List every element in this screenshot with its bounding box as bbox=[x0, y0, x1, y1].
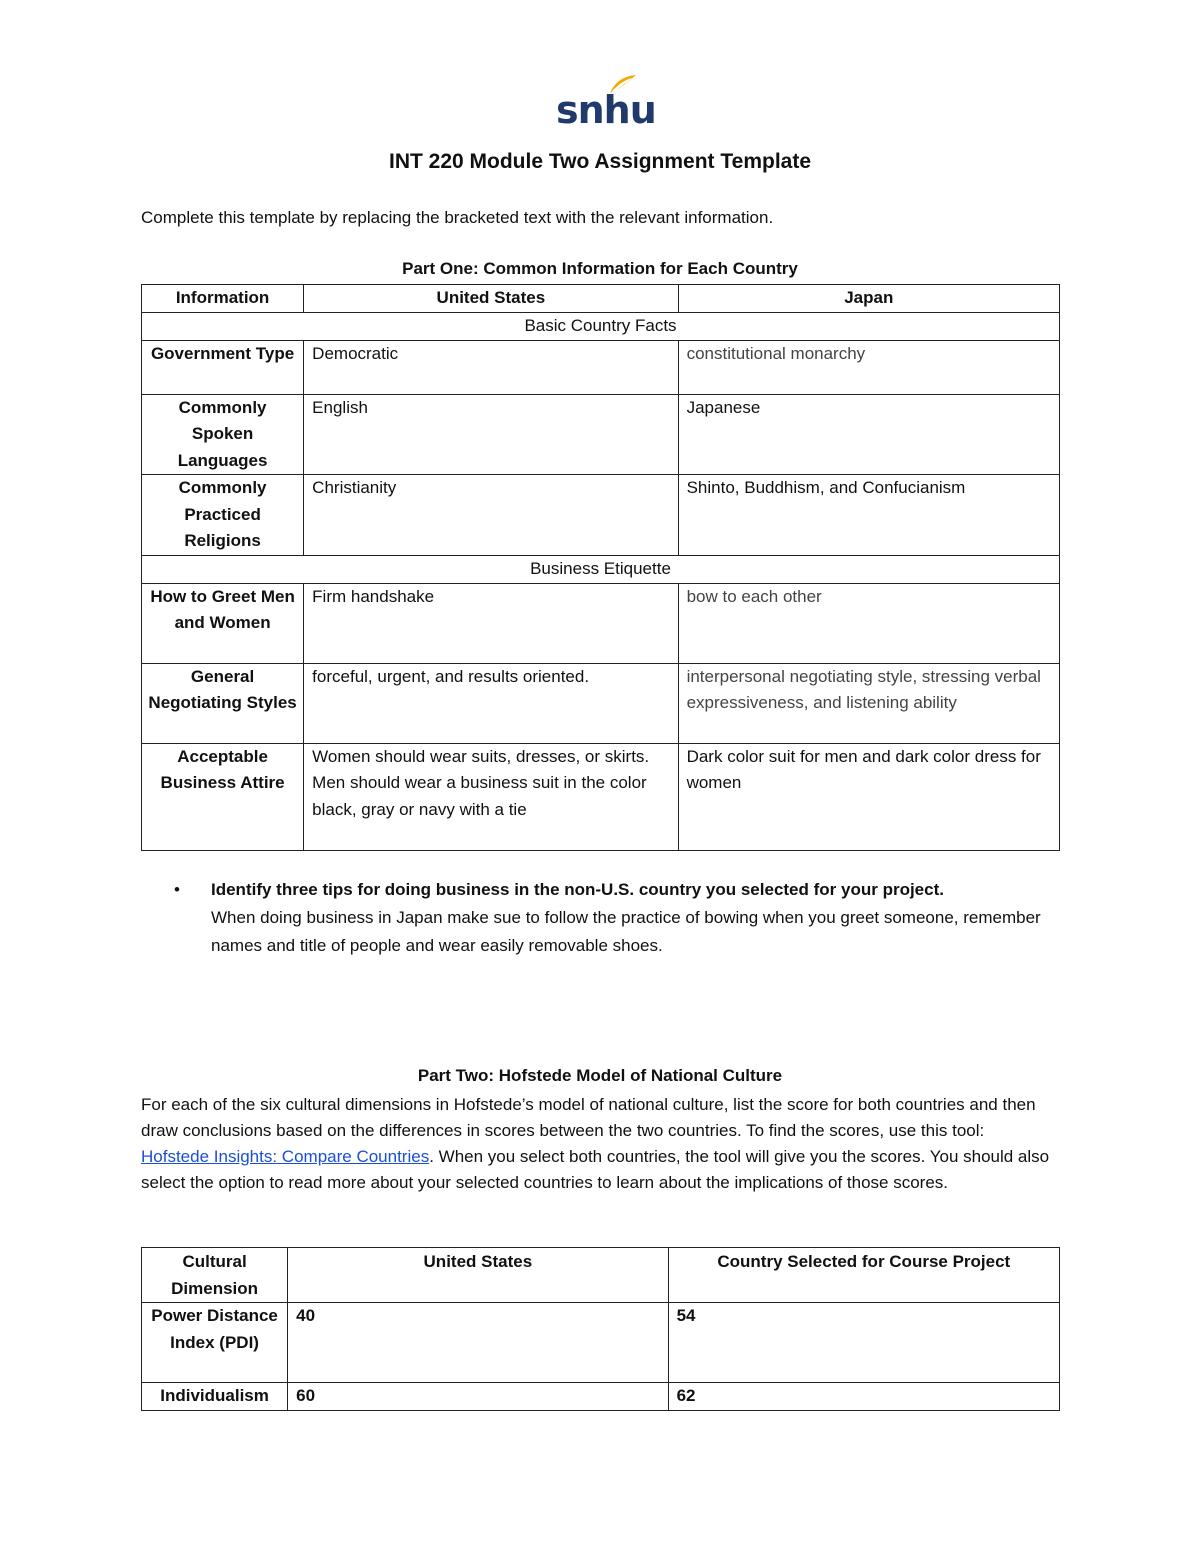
row-label: General Negotiating Styles bbox=[142, 663, 304, 743]
column-header-united-states: United States bbox=[288, 1248, 668, 1303]
column-header-dimension: Cultural Dimension bbox=[142, 1248, 288, 1303]
table-header-row bbox=[142, 285, 1060, 313]
cell-us-score: 60 bbox=[288, 1383, 668, 1411]
cell-us: Christianity bbox=[304, 475, 678, 556]
row-label: Power Distance Index (PDI) bbox=[142, 1303, 288, 1383]
hofstede-table bbox=[141, 1247, 1060, 1411]
section-label-business-etiquette: Business Etiquette bbox=[142, 555, 1060, 583]
cell-japan: bow to each other bbox=[678, 583, 1059, 663]
table-row-greeting bbox=[142, 583, 1060, 663]
logo-text: snhu bbox=[556, 88, 656, 132]
table-row-individualism bbox=[142, 1383, 1060, 1411]
row-label: Commonly Spoken Languages bbox=[142, 394, 304, 475]
row-label: Commonly Practiced Religions bbox=[142, 475, 304, 556]
hofstede-compare-link[interactable]: Hofstede Insights: Compare Countries bbox=[141, 1147, 430, 1166]
instructions-text: Complete this template by replacing the bracketed text with the relevant information. bbox=[141, 208, 774, 227]
table-header-row bbox=[142, 1248, 1060, 1303]
cell-us: English bbox=[304, 394, 678, 475]
table-row-attire bbox=[142, 743, 1060, 850]
paragraph-text-before: For each of the six cultural dimensions in Hofstede’s model of national culture, list the score for both countries and then draw conclusions based on the differences in scores between the two countries. To find the scores, use this tool: bbox=[141, 1095, 1036, 1140]
row-label: Individualism bbox=[142, 1383, 288, 1411]
part-two-heading: Part Two: Hofstede Model of National Culture bbox=[417, 1066, 783, 1085]
table-row-languages bbox=[142, 394, 1060, 475]
row-label: Government Type bbox=[142, 340, 304, 394]
section-row-basic-facts bbox=[142, 312, 1060, 340]
bullet-item bbox=[174, 876, 1054, 960]
country-info-table bbox=[141, 284, 1060, 851]
paragraph-text-after: . When you select both countries, the tool will give you the scores. You should also select the option to read more about your selected countries to learn about the implications of those scores. bbox=[141, 1147, 1050, 1192]
column-header-selected-country: Country Selected for Course Project bbox=[668, 1248, 1059, 1303]
bullet-content bbox=[211, 876, 1054, 960]
section-label-basic-facts: Basic Country Facts bbox=[142, 312, 1060, 340]
bullet-answer: When doing business in Japan make sue to follow the practice of bowing when you greet someone, remember names and title of people and wear easily removable shoes. bbox=[211, 908, 1041, 955]
table-row-pdi bbox=[142, 1303, 1060, 1383]
part-one-heading: Part One: Common Information for Each Country bbox=[402, 259, 798, 278]
cell-selected-score: 62 bbox=[668, 1383, 1059, 1411]
column-header-united-states: United States bbox=[304, 285, 678, 313]
snhu-logo bbox=[556, 74, 656, 132]
cell-us-score: 40 bbox=[288, 1303, 668, 1383]
table-row-government-type bbox=[142, 340, 1060, 394]
document-title: INT 220 Module Two Assignment Template bbox=[389, 150, 811, 173]
column-header-information: Information bbox=[142, 285, 304, 313]
cell-selected-score: 54 bbox=[668, 1303, 1059, 1383]
bullet-icon: • bbox=[174, 880, 180, 899]
column-header-japan: Japan bbox=[678, 285, 1059, 313]
table-row-negotiating bbox=[142, 663, 1060, 743]
row-label: How to Greet Men and Women bbox=[142, 583, 304, 663]
cell-japan: Japanese bbox=[678, 394, 1059, 475]
row-label: Acceptable Business Attire bbox=[142, 743, 304, 850]
cell-japan: constitutional monarchy bbox=[678, 340, 1059, 394]
cell-japan: Dark color suit for men and dark color dress for women bbox=[678, 743, 1059, 850]
cell-us: forceful, urgent, and results oriented. bbox=[304, 663, 678, 743]
cell-japan: interpersonal negotiating style, stressing verbal expressiveness, and listening ability bbox=[678, 663, 1059, 743]
table-row-religions bbox=[142, 475, 1060, 556]
cell-us: Women should wear suits, dresses, or skirts. Men should wear a business suit in the color black, gray or navy with a tie bbox=[304, 743, 678, 850]
cell-us: Democratic bbox=[304, 340, 678, 394]
section-row-business-etiquette bbox=[142, 555, 1060, 583]
part-two-paragraph bbox=[141, 1092, 1053, 1196]
cell-japan: Shinto, Buddhism, and Confucianism bbox=[678, 475, 1059, 556]
cell-us: Firm handshake bbox=[304, 583, 678, 663]
bullet-question: Identify three tips for doing business in the non-U.S. country you selected for your project. bbox=[211, 880, 944, 899]
